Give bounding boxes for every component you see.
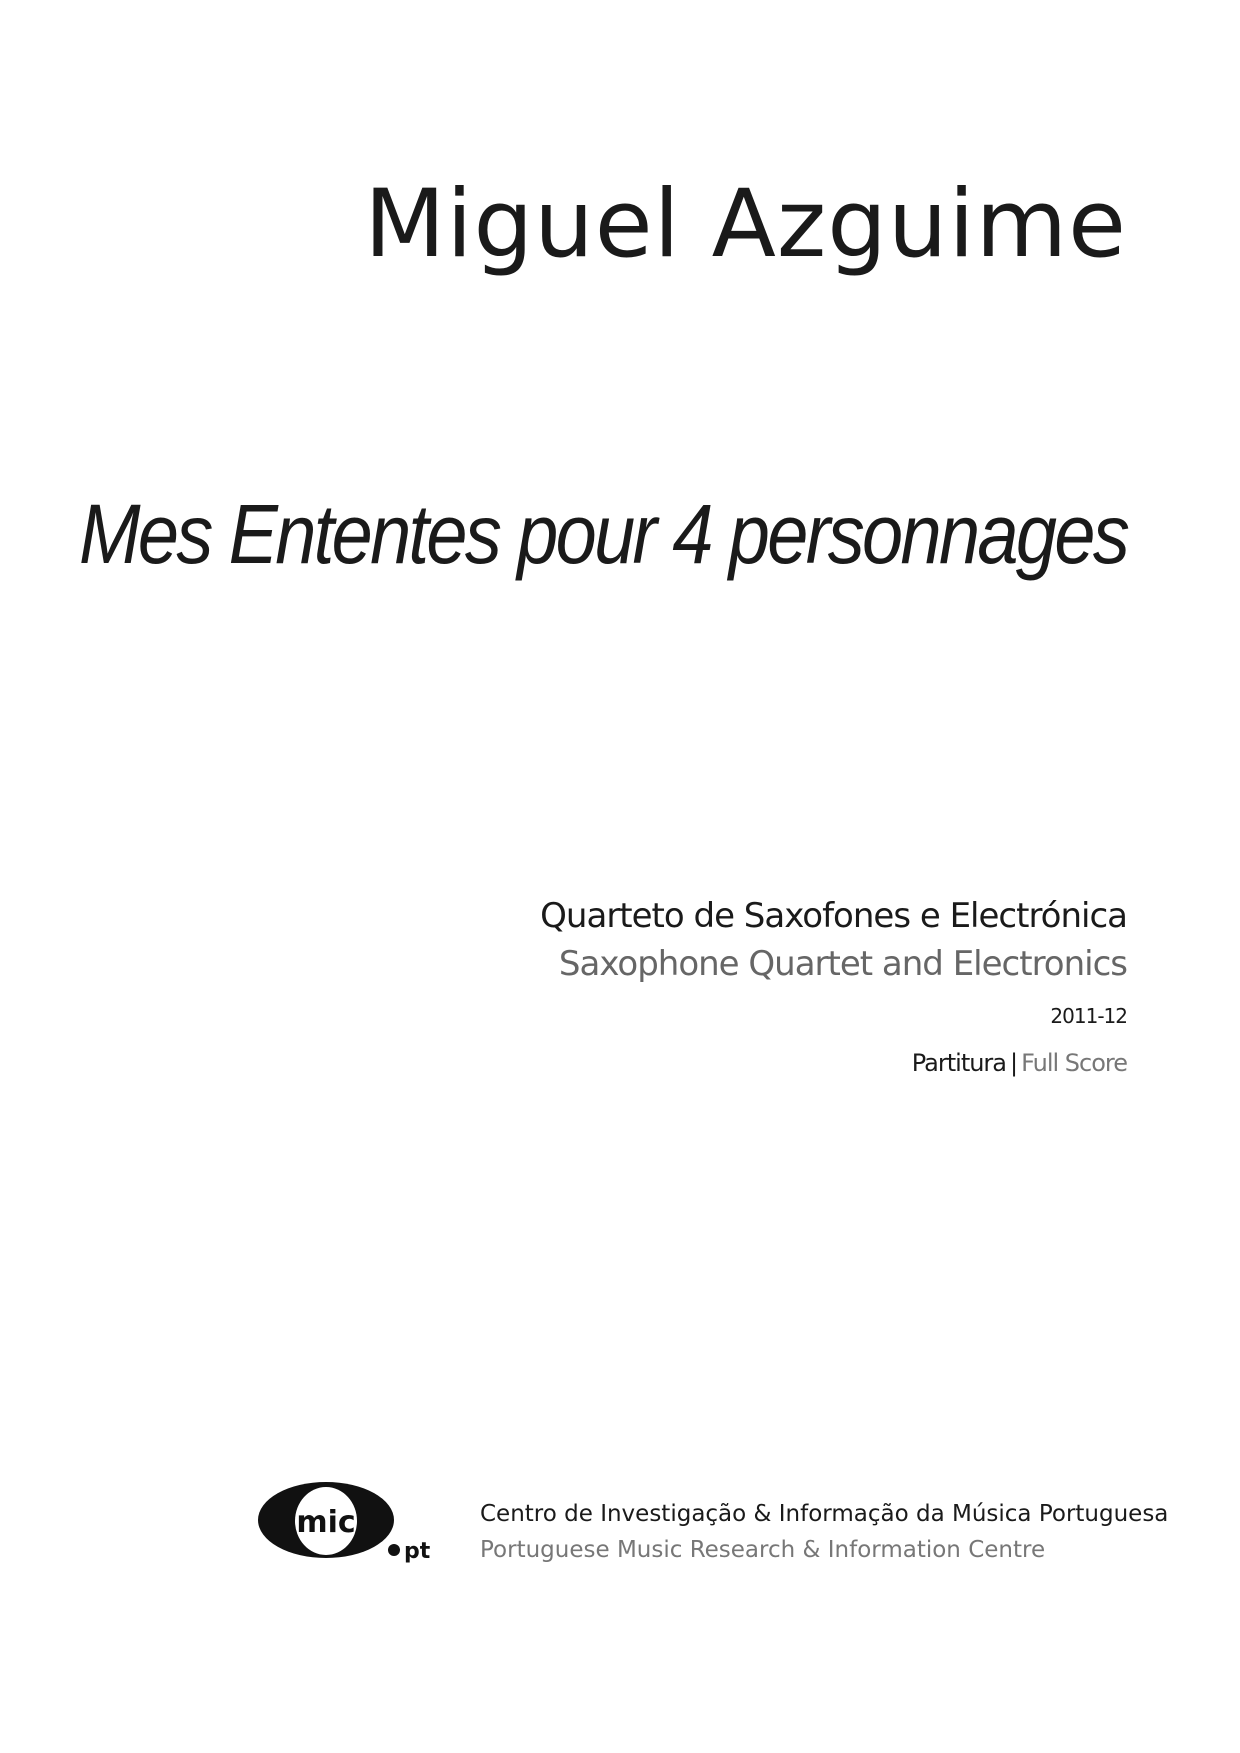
work-title: Mes Ententes pour 4 personnages (78, 487, 1127, 581)
publisher-name (480, 1496, 1168, 1568)
mic-logo (254, 1474, 454, 1574)
logo-dot (388, 1544, 400, 1556)
subtitle-english: Saxophone Quartet and Electronics (558, 944, 1127, 984)
publisher-name-portuguese: Centro de Investigação & Informação da Música Portuguesa (480, 1501, 1169, 1527)
composer-name: Miguel Azguime (364, 170, 1127, 279)
score-type-english: Full Score (1021, 1049, 1127, 1077)
logo-main-text: mic (296, 1505, 356, 1540)
composition-year: 2011-12 (1050, 1004, 1127, 1028)
score-type-separator: | (1010, 1049, 1018, 1077)
publisher-footer (254, 1474, 1169, 1584)
score-type (540, 1048, 1127, 1078)
subtitle-portuguese: Quarteto de Saxofones e Electrónica (540, 896, 1127, 936)
score-type-portuguese: Partitura (911, 1049, 1007, 1077)
logo-suffix-text: pt (404, 1539, 431, 1564)
publisher-name-english: Portuguese Music Research & Information Centre (480, 1537, 1046, 1563)
work-info (540, 892, 1127, 1078)
